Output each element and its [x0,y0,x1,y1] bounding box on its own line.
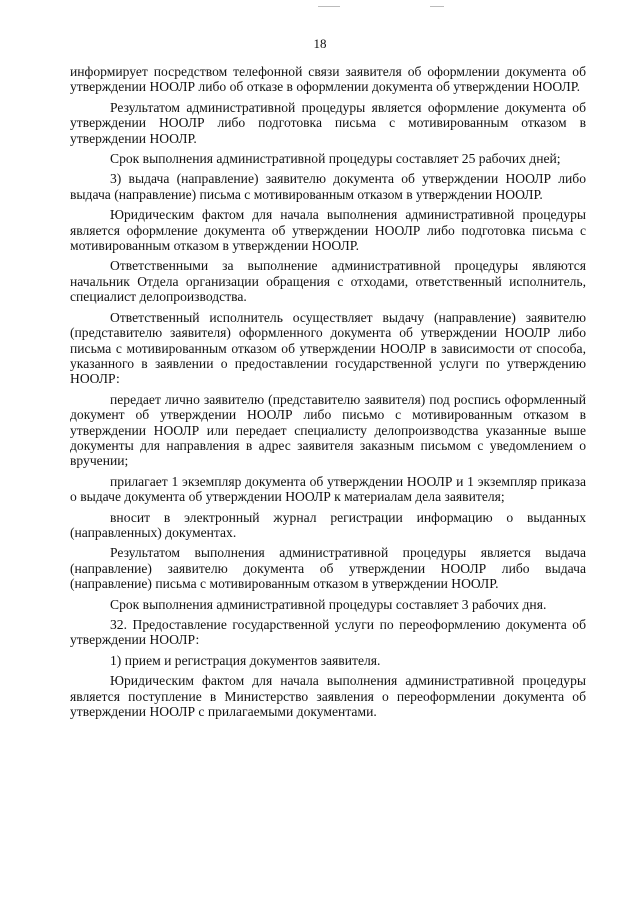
paragraph: Результатом административной процедуры является оформление документа об утверждении НООЛР либо подготовка письма с мотивированным отказом в утверждении НООЛР. [70,99,586,146]
scan-artifact [430,6,444,7]
page-number: 18 [313,36,327,51]
paragraph: 1) прием и регистрация документов заявителя. [110,652,381,668]
paragraph: прилагает 1 экземпляр документа об утверждении НООЛР и 1 экземпляр приказа о выдаче документа об утверждении НООЛР к материалам дела заявителя; [70,473,586,505]
paragraph: вносит в электронный журнал регистрации информацию о выданных (направленных) документах. [70,509,586,540]
paragraph: 32. Предоставление государственной услуги по переоформлению документа об утверждении НООЛР: [70,617,586,648]
paragraph: 3) выдача (направление) заявителю документа об утверждении НООЛР либо выдача (направление) письма с мотивированным отказом в утверждении НООЛР. [70,171,586,202]
paragraph: передает лично заявителю (представителю заявителя) под роспись оформленный документ об утверждении НООЛР либо письмо с мотивированным отказом в утверждении НООЛР или передает специалисту делопроизводства указанные выше документы для направления в адрес заявителя заказным письмом с уведомлением о вручении; [70,391,586,469]
scan-artifact [318,6,340,7]
paragraph: Результатом выполнения административной процедуры является выдача (направление) заявителю документа об утверждении НООЛР либо выдача (направление) письма с мотивированным отказом в утверждении НООЛР. [70,545,586,592]
paragraph: Срок выполнения административной процедуры составляет 25 рабочих дней; [110,151,561,167]
paragraph: Ответственный исполнитель осуществляет выдачу (направление) заявителю (представителю заявителя) оформленного документа об утверждении НООЛР либо письма с мотивированным отказом об утверждении НООЛР в зависимости от способа, указанного в заявлении о предоставлении государственной услуги по утверждению НООЛР: [70,309,586,387]
paragraph: Срок выполнения административной процедуры составляет 3 рабочих дня. [110,596,547,612]
paragraph: Юридическим фактом для начала выполнения административной процедуры является оформление документа об утверждении НООЛР либо подготовка письма с мотивированным отказом в утверждении НООЛР. [70,207,586,254]
paragraph: Ответственными за выполнение административной процедуры являются начальник Отдела организации обращения с отходами, ответственный исполнитель, специалист делопроизводства. [70,258,586,305]
paragraph: информирует посредством телефонной связи заявителя об оформлении документа об утверждении НООЛР либо об отказе в оформлении документа об утверждении НООЛР. [70,64,586,95]
paragraph: Юридическим фактом для начала выполнения административной процедуры является поступление в Министерство заявления о переоформлении документа об утверждении НООЛР с прилагаемыми документами. [70,673,586,720]
document-body [70,64,586,724]
